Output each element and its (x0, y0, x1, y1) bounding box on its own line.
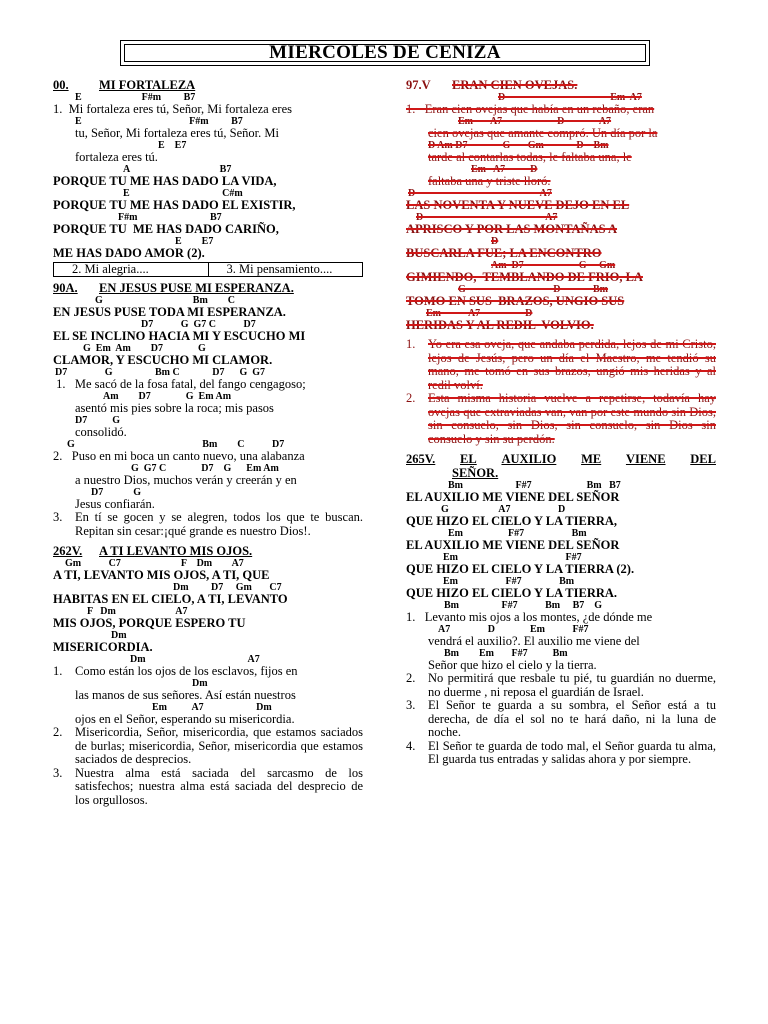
left-column (53, 78, 363, 807)
song-title-word: EL (460, 452, 477, 466)
verse-text: No permitirá que resbale tu pié, tu guardián no duerme, no duerme , ni reposa el guardián de Israel. (428, 671, 716, 699)
chord-line: Am D7 G Gm (491, 260, 616, 271)
lyric-line: 1. Eran cien ovejas que había en un rebaño, eran (406, 102, 655, 116)
lyric-line: PORQUE TU ME HAS DADO CARIÑO, (53, 222, 279, 236)
chord-line: Em A7 D (426, 308, 533, 319)
verse-number: 1. (53, 664, 63, 678)
lyric-line: 1. Levanto mis ojos a los montes, ¿de dónde me (406, 610, 653, 624)
chord-line: D7 G (75, 415, 120, 426)
song-lines-262v (53, 558, 363, 665)
chord-line: Em F#7 Bm (448, 528, 587, 539)
verse-number: 3. (53, 510, 63, 524)
verse-text: Esta misma historia vuelve a repetirse, todavía hay ovejas que extraviadas van, van por este mundo sin Dios, sin consuelo, sin Dios, sin consuelo, sin Dios sin consuelo y sin su perdón. (428, 391, 716, 446)
page-title: MIERCOLES DE CENIZA (124, 44, 646, 62)
song-heading-262v (53, 544, 363, 558)
chord-line: Dm A7 (130, 654, 260, 665)
chord-line: G G7 C D7 G Em Am (131, 463, 279, 474)
verse-number: 2. (53, 725, 63, 739)
verse-paragraph (406, 392, 716, 446)
lyric-line: TOMO EN SUS BRAZOS, UNGIO SUS (406, 294, 625, 308)
verse-text: Misericordia, Señor, misericordia, que estamos saciados de burlas; misericordia, Señor, misericordia que estamos saciados de desprecios. (75, 725, 363, 766)
song-lines-90a (53, 295, 363, 511)
chord-line: Em A7 D (471, 164, 538, 175)
song-heading-97v (406, 78, 716, 92)
lyric-line: GIMIENDO, TEMBLANDO DE FRIO, LA (406, 270, 643, 284)
song-title-cont: SEÑOR. (452, 466, 499, 480)
chord-line: D A7 (416, 212, 558, 223)
chord-line: E F#m B7 (75, 116, 243, 127)
chord-line: G A7 D (441, 504, 566, 515)
chord-line: F#m B7 (118, 212, 222, 223)
lyric-line: QUE HIZO EL CIELO Y LA TIERRA, (406, 514, 618, 528)
lyric-line: APRISCO Y POR LAS MONTAÑAS A (406, 222, 618, 236)
lyric-line: 1. Mi fortaleza eres tú, Señor, Mi fortaleza eres (53, 102, 292, 116)
chord-line: E F#m B7 (75, 92, 196, 103)
lyric-line: vendrá el auxilio?. El auxilio me viene del (428, 634, 640, 648)
struck-song-97v (406, 78, 716, 446)
song-title: EN JESUS PUSE MI ESPERANZA. (99, 281, 294, 295)
chord-line: E E7 (175, 236, 214, 247)
verse-paragraph (406, 338, 716, 392)
chord-line: D7 G Bm C D7 G G7 (55, 367, 265, 378)
song-number: 265V. (406, 452, 436, 466)
chord-line: G Em Am D7 G (83, 343, 206, 354)
chord-line: D7 G (91, 487, 141, 498)
song-number: 90A. (53, 281, 78, 295)
chord-line: Dm D7 Gm C7 (173, 582, 282, 593)
lyric-line: 1. Me sacó de la fosa fatal, del fango cengagoso; (53, 377, 306, 391)
lyric-line: asentó mis pies sobre la roca; mis pasos (75, 401, 274, 415)
song-title-word: DEL (690, 452, 716, 466)
chord-line: A B7 (123, 164, 232, 175)
chord-line: Bm F#7 Bm B7 (448, 480, 621, 491)
chord-line: D7 G G7 C D7 (141, 319, 256, 330)
song-number: 00. (53, 78, 69, 92)
chord-line: D Am D7 G Gm D Bm (428, 140, 609, 151)
song-heading-00 (53, 78, 363, 92)
lyric-line: ME HAS DADO AMOR (2). (53, 246, 205, 260)
lyric-line: Jesus confiarán. (75, 497, 155, 511)
lyric-line: tarde al contarlas todas, le faltaba una, le (428, 150, 632, 164)
chord-line: Dm (192, 678, 208, 689)
chord-line: D Em A7 (498, 92, 642, 103)
song-lines-97v (406, 92, 716, 332)
verse-number: 2. (406, 671, 416, 685)
verse-text: El Señor te guarda a su sombra, el Señor está a tu derecha, de día el sol no te hará daño, ni la luna de noche. (428, 698, 716, 739)
song-title: A TI LEVANTO MIS OJOS. (99, 544, 253, 558)
lyric-line: ojos en el Señor, esperando su misericordia. (75, 712, 295, 726)
lyric-line: tu, Señor, Mi fortaleza eres tú, Señor. Mi (75, 126, 279, 140)
lyric-line: Como están los ojos de los esclavos, fijos en (75, 664, 298, 678)
lyric-line: EN JESUS PUSE TODA MI ESPERANZA. (53, 305, 286, 319)
lyric-line: cien ovejas que amante compró. Un día por la (428, 126, 658, 140)
song-title-word: VIENE (625, 452, 666, 466)
verse-number: 2. (406, 391, 416, 405)
chord-line: E C#m (123, 188, 243, 199)
chord-line: G Bm C (95, 295, 235, 306)
chord-line: Bm Em F#7 Bm (444, 648, 568, 659)
chord-line: Bm F#7 Bm B7 G (444, 600, 603, 611)
lyric-line: PORQUE TU ME HAS DADO EL EXISTIR, (53, 198, 296, 212)
chord-line: A7 D Em F#7 (438, 624, 589, 635)
chord-line: Em F#7 Bm (443, 576, 575, 587)
chord-line: Gm C7 F Dm A7 (65, 558, 244, 569)
chord-line: D (491, 236, 499, 247)
verse-paragraph (53, 511, 363, 538)
verse-number: 1. (406, 337, 416, 351)
chord-line: Em F#7 (443, 552, 582, 563)
lyric-line: Señor que hizo el cielo y la tierra. (428, 658, 597, 672)
lyric-line: EL AUXILIO ME VIENE DEL SEÑOR (406, 538, 620, 552)
lyric-line: QUE HIZO EL CIELO Y LA TIERRA. (406, 586, 618, 600)
lyric-line: HERIDAS Y AL REDIL VOLVIO. (406, 318, 594, 332)
song-title-word: AUXILIO (501, 452, 557, 466)
verse-number: 3. (406, 698, 416, 712)
song-number: 262V. (53, 544, 83, 558)
lyric-line: a nuestro Dios, muchos verán y creerán y en (75, 473, 297, 487)
song-heading-90a (53, 281, 363, 295)
variant-2: 3. Mi pensamiento.... (208, 263, 363, 276)
chord-line: G Bm C D7 (67, 439, 285, 450)
chord-line: G D Bm (458, 284, 608, 295)
lyric-line: EL AUXILIO ME VIENE DEL SEÑOR (406, 490, 620, 504)
verse-paragraph (53, 767, 363, 808)
chord-line: D A7 (408, 188, 552, 199)
page-title-frame (120, 40, 650, 66)
verse-paragraph (406, 740, 716, 767)
lyric-line: QUE HIZO EL CIELO Y LA TIERRA (2). (406, 562, 635, 576)
lyric-line: EL SE INCLINO HACIA MI Y ESCUCHO MI (53, 329, 306, 343)
lyric-line: CLAMOR, Y ESCUCHO MI CLAMOR. (53, 353, 273, 367)
right-column (406, 78, 716, 767)
lyric-line: fortaleza eres tú. (75, 150, 158, 164)
verse-number: 3. (53, 765, 63, 780)
lyric-line: LAS NOVENTA Y NUEVE DEJO EN EL (406, 198, 630, 212)
verse-paragraph (53, 665, 363, 726)
lyric-line: PORQUE TU ME HAS DADO LA VIDA, (53, 174, 277, 188)
verse-lines (75, 665, 363, 726)
chord-line: Em A7 Dm (152, 702, 272, 713)
song-title: MI FORTALEZA (99, 78, 196, 92)
verse-paragraph (406, 699, 716, 740)
verse-text: En tí se gocen y se alegren, todos los que te buscan. Repitan sin cesar:¡qué grande es nuestro Dios!. (75, 510, 363, 538)
lyric-line: HABITAS EN EL CIELO, A TI, LEVANTO (53, 592, 288, 606)
song-title: ERAN CIEN OVEJAS. (452, 78, 578, 92)
lyric-line: 2. Puso en mi boca un canto nuevo, una alabanza (53, 449, 305, 463)
lyric-line: MISERICORDIA. (53, 640, 153, 654)
lyric-line: las manos de sus señores. Así están nuestros (75, 688, 296, 702)
song-number: 97.V (406, 78, 431, 92)
variant-1: 2. Mi alegria.... (72, 262, 149, 276)
song-lines-00 (53, 92, 363, 260)
lyric-line: faltaba una y triste lloró. (428, 174, 551, 188)
refrain-variants-box (53, 262, 363, 277)
verse-text: Yo era esa oveja, que andaba perdida, lejos de mi Cristo, lejos de Jesús, pero un día el Maestro, me tendió su mano, me tomó en sus brazos, ungió mis heridas y al redil volví. (428, 337, 716, 392)
verse-paragraph (53, 726, 363, 767)
verse-text: Nuestra alma está saciada del sarcasmo de los satisfechos; nuestra alma está saciada del desprecio de los orgullosos. (75, 765, 363, 807)
lyric-line: consolidó. (75, 425, 127, 439)
verse-paragraph (406, 672, 716, 699)
lyric-line: BUSCARLA FUE; LA ENCONTRO (406, 246, 602, 260)
song-title-word: ME (581, 452, 602, 466)
song-lines-265v (406, 480, 716, 672)
verse-text: El Señor te guarda de todo mal, el Señor guarda tu alma, El guarda tus entradas y salidas ahora y por siempre. (428, 738, 716, 766)
verse-number: 4. (406, 738, 416, 753)
chord-line: Em A7 D A7 (458, 116, 612, 127)
song-heading-265v (406, 452, 716, 466)
chord-line: Am D7 G Em Am (103, 391, 232, 402)
chord-line: Dm (111, 630, 127, 641)
chord-line: E E7 (158, 140, 187, 151)
chord-line: F Dm A7 (87, 606, 188, 617)
lyric-line: MIS OJOS, PORQUE ESPERO TU (53, 616, 246, 630)
lyric-line: A TI, LEVANTO MIS OJOS, A TI, QUE (53, 568, 270, 582)
